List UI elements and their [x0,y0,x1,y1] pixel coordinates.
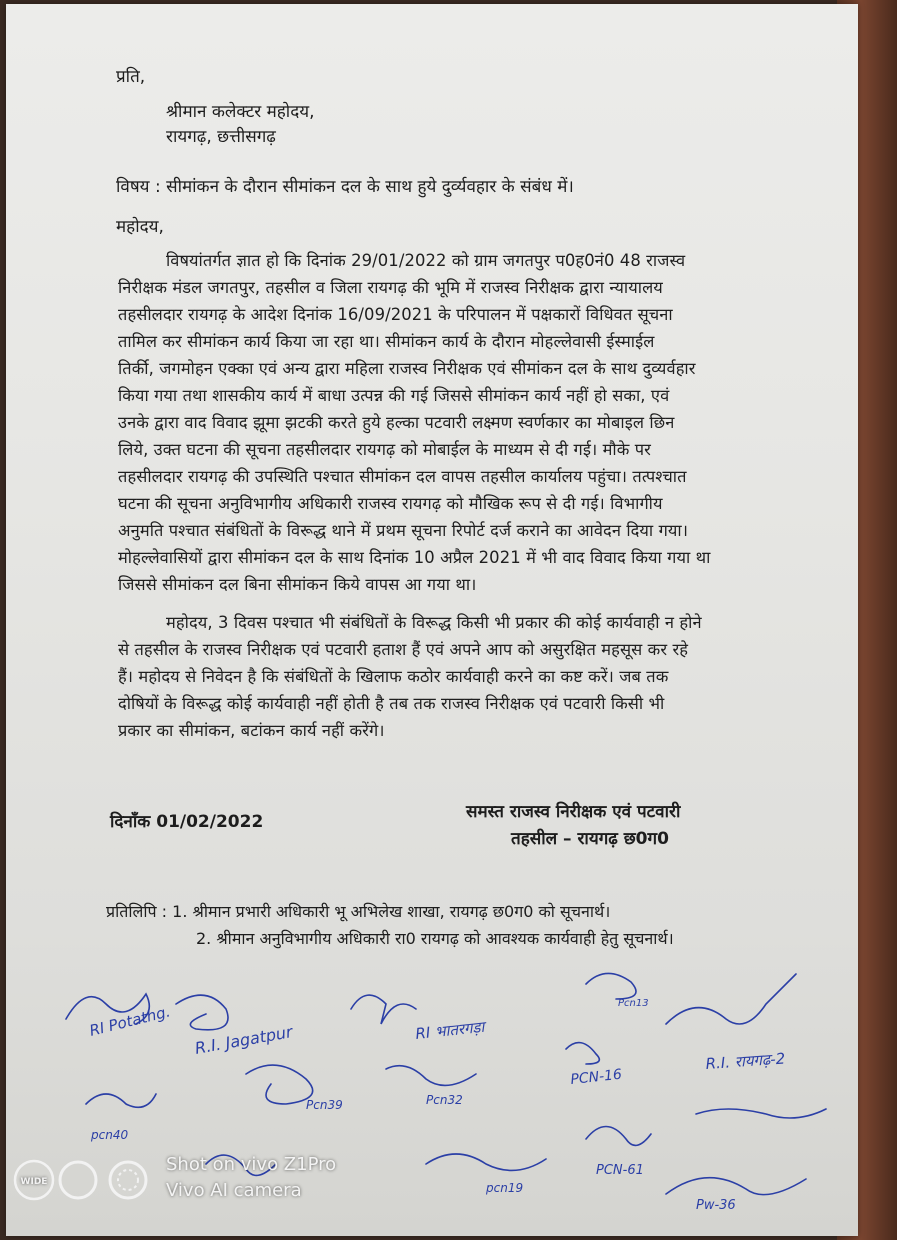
subject-line: विषय : सीमांकन के दौरान सीमांकन दल के साथ हुये दुर्व्यवहार के संबंध में। [116,177,574,197]
para1-line: लिये, उक्त घटना की सूचना तहसीलदार रायगढ़ को मोबाईल के माध्यम से दी गई। मौके पर [118,440,651,459]
signature-scribble [566,1043,599,1064]
camera-logo-icon [8,1152,158,1208]
signature-scribble [586,1127,651,1146]
para1-line: तहसीलदार रायगढ़ की उपस्थिति पश्चात सीमांकन दल वापस तहसील कार्यालय पहुंचा। तत्पश्चात [118,467,687,486]
signature-label: Pcn13 [618,998,649,1009]
signature-label: Pw-36 [696,1198,736,1213]
signature-scribble [426,1154,546,1170]
signature-label: PCN-61 [596,1163,644,1178]
para2-line: से तहसील के राजस्व निरीक्षक एवं पटवारी हताश हैं एवं अपने आप को असुरक्षित महसूस कर रहे [118,640,689,659]
sender-line-1: समस्त राजस्व निरीक्षक एवं पटवारी [466,802,681,822]
recipient-line-2: रायगढ़, छत्तीसगढ़ [166,127,276,147]
signature-scribble [176,995,228,1030]
para1-line: तामिल कर सीमांकन कार्य किया जा रहा था। सीमांकन कार्य के दौरान मोहल्लेवासी ईस्माईल [118,332,655,351]
para1-line: निरीक्षक मंडल जगतपुर, तहसील व जिला रायगढ़ की भूमि में राजस्व निरीक्षक द्वारा न्यायालय [118,278,663,297]
para1-line: तहसीलदार रायगढ़ के आदेश दिनांक 16/09/2021 के परिपालन में पक्षकारों विधिवत सूचना [118,305,673,324]
para2-line: महोदय, 3 दिवस पश्चात भी संबंधितों के विरूद्ध किसी भी प्रकार की कोई कार्यवाही न होने [166,613,702,632]
signature-label: R.I. रायगढ़-2 [705,1049,786,1073]
watermark-line-1: Shot on vivo Z1Pro [166,1154,337,1175]
copy-line-1: प्रतिलिपि : 1. श्रीमान प्रभारी अधिकारी भू अभिलेख शाखा, रायगढ़ छ0ग0 को सूचनार्थ। [106,902,611,921]
signature-scribble [86,1094,156,1107]
signature-label: pcn40 [91,1128,129,1142]
para1-line: उनके द्वारा वाद विवाद झूमा झटकी करते हुये हल्का पटवारी लक्ष्मण स्वर्णकार का मोबाइल छिन [118,413,675,432]
signature-scribble [386,1066,476,1086]
signature-scribble [351,995,416,1024]
sender-line-2: तहसील – रायगढ़ छ0ग0 [511,829,669,849]
para1-line: किया गया तथा शासकीय कार्य में बाधा उत्पन्न की गई जिससे सीमांकन कार्य नहीं हो सका, एवं [118,386,670,405]
signature-scribble [246,1065,313,1104]
signature-label: Pcn32 [426,1093,463,1107]
signature-label: Pcn39 [306,1098,343,1112]
signature-label: RI Potathg. [87,1002,173,1040]
signature-label: RI भातरगड़ा [414,1017,486,1043]
signature-scribble [696,1109,826,1118]
salutation-to: प्रति, [116,67,146,87]
signature-scribble [666,974,796,1024]
para1-line: घटना की सूचना अनुविभागीय अधिकारी राजस्व रायगढ़ को मौखिक रूप से दी गई। विभागीय [118,494,663,513]
signature-label: PCN-16 [569,1066,623,1088]
para1-line: जिससे सीमांकन दल बिना सीमांकन किये वापस आ गया था। [118,575,477,594]
signature-label: R.I. Jagatpur [193,1022,294,1058]
para1-line: विषयांतर्गत ज्ञात हो कि दिनांक 29/01/2022 को ग्राम जगतपुर प0ह0नं0 48 राजस्व [166,251,686,270]
watermark-badge: WIDE [20,1177,48,1187]
signature-label: pcn19 [486,1181,524,1195]
signature-scribble [666,1178,806,1195]
greeting: महोदय, [116,217,164,237]
para2-line: हैं। महोदय से निवेदन है कि संबंधितों के खिलाफ कठोर कार्यवाही करने का कष्ट करें। जब तक [118,667,669,686]
watermark-line-2: Vivo AI camera [166,1180,302,1201]
letter-date: दिनाँक 01/02/2022 [110,812,264,832]
para1-line: मोहल्लेवासियों द्वारा सीमांकन दल के साथ दिनांक 10 अप्रैल 2021 में भी वाद विवाद किया गया था [118,548,711,567]
recipient-line-1: श्रीमान कलेक्टर महोदय, [166,102,315,122]
para1-line: अनुमति पश्चात संबंधितों के विरूद्ध थाने में प्रथम सूचना रिपोर्ट दर्ज कराने का आवेदन दिया गया। [118,521,689,540]
signature-scribble [586,973,636,999]
copy-line-2: 2. श्रीमान अनुविभागीय अधिकारी रा0 रायगढ़ को आवश्यक कार्यवाही हेतु सूचनार्थ। [196,929,674,948]
para1-line: तिर्की, जगमोहन एक्का एवं अन्य द्वारा महिला राजस्व निरीक्षक एवं सीमांकन दल के साथ दुव्यर्वहार [118,359,696,378]
para2-line: प्रकार का सीमांकन, बटांकन कार्य नहीं करेंगे। [118,721,385,740]
para2-line: दोषियों के विरूद्ध कोई कार्यवाही नहीं होती है तब तक राजस्व निरीक्षक एवं पटवारी किसी भी [118,694,665,713]
letter-page [6,4,858,1236]
